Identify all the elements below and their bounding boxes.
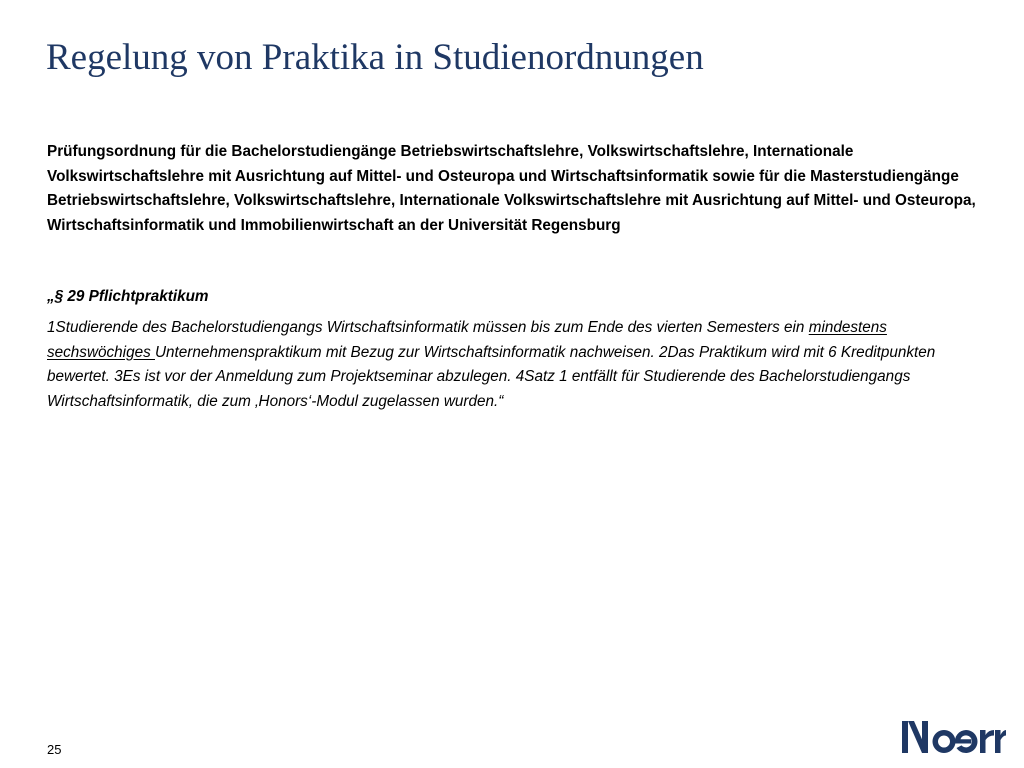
slide-title: Regelung von Praktika in Studienordnungen	[46, 37, 704, 78]
page-number: 25	[47, 742, 62, 757]
paragraph-text-end: Unternehmenspraktikum mit Bezug zur Wirtschaftsinformatik nachweisen. 2Das Praktikum wird mit 6 Kreditpunkten bewertet. 3Es ist vor der Anmeldung zum Projektseminar abzulegen. 4Satz 1 entfällt für Studierende des Bachelorstudiengangs Wirtschaftsinformatik, die zum ‚Honors‘-Modul zugelassen wurden.“	[47, 343, 936, 410]
ordinance-title: Prüfungsordnung für die Bachelorstudiengänge Betriebswirtschaftslehre, Volkswirtschaftslehre, Internationale Volkswirtschaftslehre mit Ausrichtung auf Mittel- und Osteuropa und Wirtschaftsinformatik sowie für die Masterstudiengänge Betriebswirtschaftslehre, Volkswirtschaftslehre, Internationale Volkswirtschaftslehre mit Ausrichtung auf Mittel- und Osteuropa, Wirtschaftsinformatik und Immobilienwirtschaft an der Universität Regensburg	[47, 143, 976, 234]
noerr-logo	[900, 718, 1006, 756]
paragraph-text-start: 1Studierende des Bachelorstudiengangs Wirtschaftsinformatik müssen bis zum Ende des vierten Semesters ein	[47, 319, 809, 336]
section-heading: „§ 29 Pflichtpraktikum	[47, 288, 209, 305]
section-paragraph	[47, 316, 977, 414]
slide-content	[47, 140, 977, 414]
underlined-phrase: mindestens sechswöchiges	[47, 319, 887, 361]
